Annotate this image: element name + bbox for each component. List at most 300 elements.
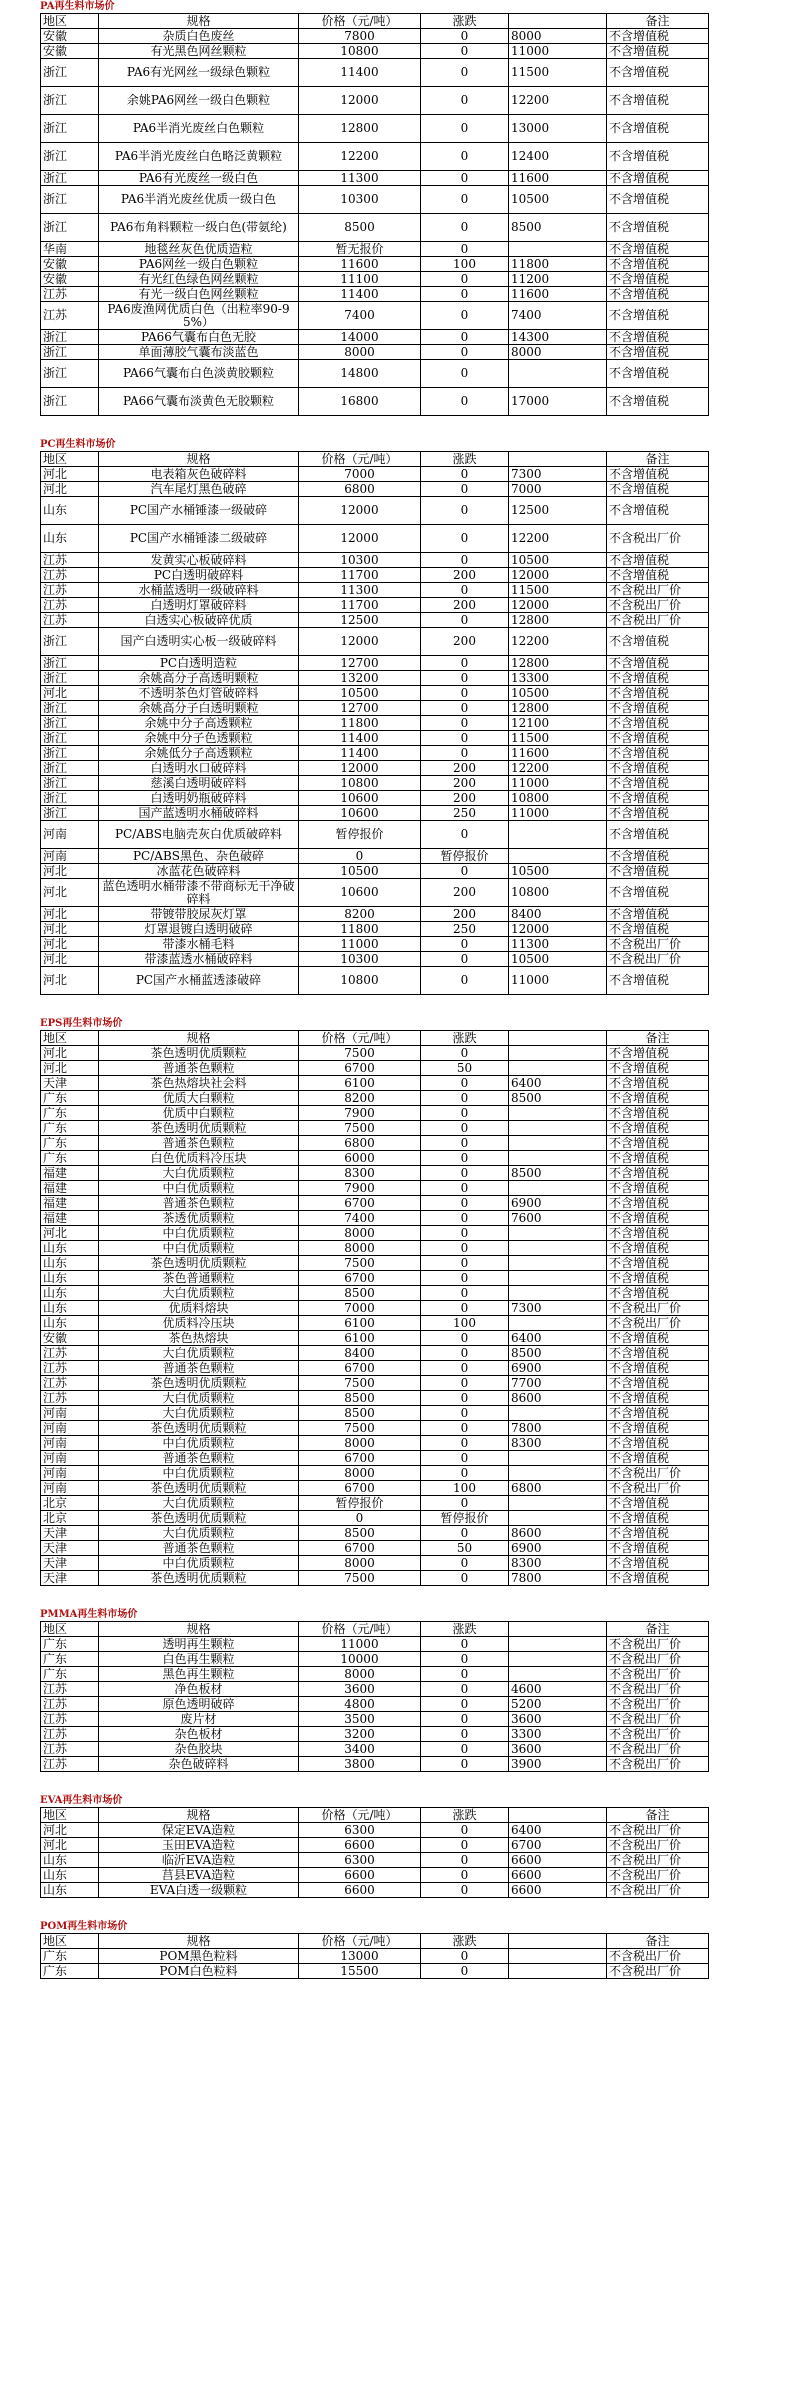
cell-change: 200 [421, 907, 509, 922]
cell-low [509, 1256, 607, 1271]
cell-region: 河北 [41, 879, 99, 907]
cell-region: 河南 [41, 1436, 99, 1451]
cell-spec: 优质料熔块 [99, 1301, 299, 1316]
cell-price: 4800 [299, 1697, 421, 1712]
cell-note: 不含增值税 [607, 686, 709, 701]
cell-spec: 有光黑色网丝颗粒 [99, 44, 299, 59]
cell-region: 浙江 [41, 656, 99, 671]
table-row [41, 1091, 709, 1106]
cell-price: 7500 [299, 1256, 421, 1271]
cell-region: 江苏 [41, 598, 99, 613]
cell-region: 江苏 [41, 1697, 99, 1712]
cell-change: 0 [421, 656, 509, 671]
cell-region: 广东 [41, 1151, 99, 1166]
cell-low: 12000 [509, 568, 607, 583]
cell-low: 7000 [509, 482, 607, 497]
section-title: PMMA再生料市场价 [40, 1609, 138, 1620]
table-row [41, 1868, 709, 1883]
cell-region: 浙江 [41, 59, 99, 87]
cell-spec: 茶色普通颗粒 [99, 1271, 299, 1286]
cell-price: 11800 [299, 922, 421, 937]
cell-low: 3300 [509, 1727, 607, 1742]
table-row [41, 1511, 709, 1526]
cell-low: 11000 [509, 806, 607, 821]
cell-price: 6800 [299, 1136, 421, 1151]
table-row [41, 1727, 709, 1742]
table-row [41, 1481, 709, 1496]
cell-region: 浙江 [41, 345, 99, 360]
header-region: 地区 [41, 1934, 99, 1949]
cell-price: 8000 [299, 1226, 421, 1241]
cell-low: 14300 [509, 330, 607, 345]
cell-spec: 余姚低分子高透颗粒 [99, 746, 299, 761]
cell-low: 11500 [509, 59, 607, 87]
cell-change: 0 [421, 746, 509, 761]
cell-low [509, 1637, 607, 1652]
cell-spec: 优质大白颗粒 [99, 1091, 299, 1106]
cell-spec: 蓝色透明水桶带漆不带商标无干净破碎料 [99, 879, 299, 907]
price-table [40, 1621, 709, 1772]
cell-region: 浙江 [41, 671, 99, 686]
cell-price: 13000 [299, 1949, 421, 1964]
cell-region: 河北 [41, 922, 99, 937]
cell-spec: PA6布角料颗粒一级白色(带氨纶) [99, 214, 299, 242]
cell-price: 3500 [299, 1712, 421, 1727]
cell-price: 12700 [299, 656, 421, 671]
cell-low: 8600 [509, 1526, 607, 1541]
cell-change: 0 [421, 115, 509, 143]
header-price: 价格（元/吨） [299, 452, 421, 467]
cell-note: 不含增值税 [607, 497, 709, 525]
cell-region: 河南 [41, 849, 99, 864]
cell-spec: 透明再生颗粒 [99, 1637, 299, 1652]
cell-region: 天津 [41, 1541, 99, 1556]
cell-change: 暂停报价 [421, 849, 509, 864]
cell-low: 12200 [509, 761, 607, 776]
cell-region: 浙江 [41, 701, 99, 716]
cell-change: 0 [421, 330, 509, 345]
cell-region: 浙江 [41, 746, 99, 761]
cell-note: 不含增值税 [607, 1106, 709, 1121]
cell-low [509, 1136, 607, 1151]
cell-note: 不含增值税 [607, 1181, 709, 1196]
cell-price: 8000 [299, 1556, 421, 1571]
table-row [41, 1712, 709, 1727]
cell-price: 12700 [299, 701, 421, 716]
cell-note: 不含增值税 [607, 330, 709, 345]
cell-spec: 茶色透明优质颗粒 [99, 1511, 299, 1526]
cell-spec: POM白色粒料 [99, 1964, 299, 1979]
cell-note: 不含税出厂价 [607, 1682, 709, 1697]
cell-low: 6900 [509, 1196, 607, 1211]
table-row [41, 671, 709, 686]
table-row [41, 525, 709, 553]
header-note: 备注 [607, 1808, 709, 1823]
table-row [41, 1571, 709, 1586]
cell-low: 8600 [509, 1391, 607, 1406]
cell-note: 不含增值税 [607, 44, 709, 59]
table-row [41, 44, 709, 59]
cell-change: 0 [421, 671, 509, 686]
cell-note: 不含税出厂价 [607, 1757, 709, 1772]
cell-low [509, 1151, 607, 1166]
cell-low [509, 1106, 607, 1121]
cell-region: 浙江 [41, 87, 99, 115]
cell-note: 不含税出厂价 [607, 1964, 709, 1979]
cell-spec: 水桶蓝透明一级破碎料 [99, 583, 299, 598]
table-row [41, 1391, 709, 1406]
cell-region: 浙江 [41, 806, 99, 821]
cell-change: 200 [421, 568, 509, 583]
header-region: 地区 [41, 14, 99, 29]
table-row [41, 1151, 709, 1166]
table-row [41, 1466, 709, 1481]
cell-spec: PC国产水桶锤漆一级破碎 [99, 497, 299, 525]
header-region: 地区 [41, 452, 99, 467]
table-row [41, 345, 709, 360]
cell-region: 河北 [41, 967, 99, 995]
cell-low [509, 821, 607, 849]
cell-change: 0 [421, 1571, 509, 1586]
table-row [41, 171, 709, 186]
table-row [41, 87, 709, 115]
cell-spec: 普通茶色颗粒 [99, 1061, 299, 1076]
cell-note: 不含增值税 [607, 1166, 709, 1181]
cell-region: 江苏 [41, 1682, 99, 1697]
table-row [41, 1106, 709, 1121]
cell-region: 山东 [41, 1241, 99, 1256]
table-row [41, 186, 709, 214]
cell-low: 17000 [509, 388, 607, 416]
cell-price: 7500 [299, 1571, 421, 1586]
cell-note: 不含增值税 [607, 967, 709, 995]
header-change: 涨跌 [421, 452, 509, 467]
cell-region: 山东 [41, 1853, 99, 1868]
cell-spec: 茶色透明优质颗粒 [99, 1481, 299, 1496]
cell-note: 不含增值税 [607, 214, 709, 242]
cell-change: 0 [421, 1181, 509, 1196]
cell-low [509, 1286, 607, 1301]
cell-spec: 国产白透明实心板一级破碎料 [99, 628, 299, 656]
cell-low: 12400 [509, 143, 607, 171]
cell-change: 0 [421, 272, 509, 287]
cell-low [509, 1121, 607, 1136]
cell-price: 6700 [299, 1361, 421, 1376]
cell-spec: 有光一级白色网丝颗粒 [99, 287, 299, 302]
cell-low: 10500 [509, 686, 607, 701]
cell-region: 广东 [41, 1964, 99, 1979]
cell-spec: 地毯丝灰色优质造粒 [99, 242, 299, 257]
cell-price: 10600 [299, 879, 421, 907]
cell-low: 6600 [509, 1868, 607, 1883]
cell-note: 不含增值税 [607, 1136, 709, 1151]
cell-low: 10800 [509, 879, 607, 907]
cell-change: 0 [421, 1121, 509, 1136]
cell-region: 天津 [41, 1526, 99, 1541]
table-row [41, 613, 709, 628]
cell-region: 广东 [41, 1637, 99, 1652]
cell-low: 6800 [509, 1481, 607, 1496]
cell-price: 10600 [299, 791, 421, 806]
cell-price: 7500 [299, 1121, 421, 1136]
cell-price: 6700 [299, 1196, 421, 1211]
cell-spec: 有光红色绿色网丝颗粒 [99, 272, 299, 287]
cell-price: 6300 [299, 1823, 421, 1838]
cell-change: 0 [421, 29, 509, 44]
cell-note: 不含增值税 [607, 1541, 709, 1556]
cell-low: 12100 [509, 716, 607, 731]
cell-price: 6800 [299, 482, 421, 497]
cell-price: 12000 [299, 497, 421, 525]
table-row [41, 1331, 709, 1346]
cell-note: 不含增值税 [607, 1046, 709, 1061]
table-row [41, 1949, 709, 1964]
section-title: PA再生料市场价 [40, 1, 115, 12]
header-spec: 规格 [99, 1031, 299, 1046]
cell-low: 11600 [509, 287, 607, 302]
header-low [509, 1622, 607, 1637]
cell-change: 0 [421, 1667, 509, 1682]
cell-change: 0 [421, 1682, 509, 1697]
cell-region: 江苏 [41, 1757, 99, 1772]
cell-price: 3200 [299, 1727, 421, 1742]
section-gap [40, 995, 710, 1017]
market-section [40, 438, 710, 995]
cell-note: 不含增值税 [607, 1571, 709, 1586]
cell-price: 6600 [299, 1868, 421, 1883]
cell-region: 浙江 [41, 791, 99, 806]
header-low [509, 452, 607, 467]
cell-spec: 原色透明破碎 [99, 1697, 299, 1712]
table-row [41, 1667, 709, 1682]
table-row [41, 967, 709, 995]
cell-note: 不含税出厂价 [607, 1301, 709, 1316]
table-row [41, 1838, 709, 1853]
cell-change: 0 [421, 1376, 509, 1391]
cell-spec: 普通茶色颗粒 [99, 1541, 299, 1556]
cell-low: 3900 [509, 1757, 607, 1772]
cell-change: 0 [421, 821, 509, 849]
cell-price: 11800 [299, 716, 421, 731]
header-change: 涨跌 [421, 1808, 509, 1823]
cell-spec: PC/ABS黑色、杂色破碎 [99, 849, 299, 864]
cell-change: 0 [421, 1436, 509, 1451]
cell-note: 不含增值税 [607, 242, 709, 257]
cell-low [509, 1061, 607, 1076]
cell-price: 12000 [299, 628, 421, 656]
cell-note: 不含增值税 [607, 568, 709, 583]
cell-price: 7000 [299, 467, 421, 482]
cell-low: 11300 [509, 937, 607, 952]
cell-low: 10800 [509, 791, 607, 806]
cell-low: 7800 [509, 1571, 607, 1586]
cell-change: 0 [421, 360, 509, 388]
cell-region: 浙江 [41, 143, 99, 171]
cell-price: 8500 [299, 1526, 421, 1541]
header-spec: 规格 [99, 14, 299, 29]
table-row [41, 257, 709, 272]
cell-price: 7900 [299, 1106, 421, 1121]
cell-change: 0 [421, 44, 509, 59]
cell-region: 河北 [41, 1823, 99, 1838]
cell-region: 山东 [41, 1256, 99, 1271]
cell-price: 7400 [299, 1211, 421, 1226]
cell-change: 50 [421, 1541, 509, 1556]
cell-note: 不含税出厂价 [607, 937, 709, 952]
cell-spec: 白透明水口破碎料 [99, 761, 299, 776]
cell-change: 0 [421, 525, 509, 553]
cell-low: 11500 [509, 583, 607, 598]
cell-change: 0 [421, 1496, 509, 1511]
cell-spec: PA6有光废丝一级白色 [99, 171, 299, 186]
table-row [41, 1241, 709, 1256]
market-section [40, 1608, 710, 1772]
table-row [41, 242, 709, 257]
cell-region: 河北 [41, 907, 99, 922]
table-row [41, 1181, 709, 1196]
cell-spec: 茶色透明优质颗粒 [99, 1421, 299, 1436]
cell-change: 0 [421, 467, 509, 482]
table-row [41, 1451, 709, 1466]
cell-note: 不含增值税 [607, 1436, 709, 1451]
cell-spec: 普通茶色颗粒 [99, 1196, 299, 1211]
cell-note: 不含增值税 [607, 1151, 709, 1166]
table-row [41, 1076, 709, 1091]
cell-region: 河北 [41, 952, 99, 967]
cell-note: 不含增值税 [607, 821, 709, 849]
table-row [41, 1541, 709, 1556]
cell-change: 0 [421, 87, 509, 115]
cell-spec: 慈溪白透明破碎料 [99, 776, 299, 791]
header-region: 地区 [41, 1808, 99, 1823]
cell-spec: 茶色透明优质颗粒 [99, 1571, 299, 1586]
header-region: 地区 [41, 1031, 99, 1046]
table-row [41, 1682, 709, 1697]
cell-note: 不含税出厂价 [607, 1652, 709, 1667]
cell-note: 不含增值税 [607, 1361, 709, 1376]
cell-low: 12200 [509, 628, 607, 656]
cell-price: 7400 [299, 302, 421, 330]
cell-change: 0 [421, 1241, 509, 1256]
cell-price: 7900 [299, 1181, 421, 1196]
cell-change: 200 [421, 776, 509, 791]
cell-region: 华南 [41, 242, 99, 257]
cell-low [509, 1451, 607, 1466]
header-note: 备注 [607, 1622, 709, 1637]
cell-note: 不含增值税 [607, 922, 709, 937]
cell-price: 12000 [299, 761, 421, 776]
cell-note: 不含增值税 [607, 186, 709, 214]
cell-spec: 茶色透明优质颗粒 [99, 1121, 299, 1136]
price-table [40, 1807, 709, 1898]
cell-region: 江苏 [41, 1742, 99, 1757]
cell-price: 6100 [299, 1316, 421, 1331]
cell-note: 不含税出厂价 [607, 1481, 709, 1496]
cell-region: 山东 [41, 1883, 99, 1898]
cell-note: 不含增值税 [607, 257, 709, 272]
cell-region: 安徽 [41, 29, 99, 44]
cell-region: 北京 [41, 1511, 99, 1526]
cell-region: 江苏 [41, 302, 99, 330]
cell-spec: PA66气囊布淡黄色无胶颗粒 [99, 388, 299, 416]
cell-low: 6700 [509, 1838, 607, 1853]
cell-spec: 茶色透明优质颗粒 [99, 1256, 299, 1271]
cell-region: 北京 [41, 1496, 99, 1511]
cell-note: 不含增值税 [607, 806, 709, 821]
cell-price: 0 [299, 849, 421, 864]
cell-change: 0 [421, 1652, 509, 1667]
cell-spec: PA6废渔网优质白色（出粒率90-95%） [99, 302, 299, 330]
cell-note: 不含税出厂价 [607, 1727, 709, 1742]
table-row [41, 656, 709, 671]
cell-price: 10500 [299, 864, 421, 879]
cell-spec: PC白透明造粒 [99, 656, 299, 671]
cell-change: 0 [421, 1727, 509, 1742]
cell-note: 不含税出厂价 [607, 1853, 709, 1868]
cell-change: 200 [421, 879, 509, 907]
cell-note: 不含增值税 [607, 1556, 709, 1571]
cell-note: 不含增值税 [607, 746, 709, 761]
cell-price: 12200 [299, 143, 421, 171]
cell-note: 不含增值税 [607, 302, 709, 330]
cell-low: 8300 [509, 1556, 607, 1571]
cell-change: 200 [421, 628, 509, 656]
section-title: POM再生料市场价 [40, 1921, 128, 1932]
cell-low: 4600 [509, 1682, 607, 1697]
cell-note: 不含增值税 [607, 656, 709, 671]
cell-low [509, 1466, 607, 1481]
cell-region: 浙江 [41, 360, 99, 388]
cell-price: 8500 [299, 214, 421, 242]
cell-region: 山东 [41, 1286, 99, 1301]
cell-price: 8500 [299, 1286, 421, 1301]
cell-price: 10300 [299, 952, 421, 967]
cell-price: 10800 [299, 44, 421, 59]
cell-price: 11600 [299, 257, 421, 272]
cell-region: 广东 [41, 1091, 99, 1106]
cell-note: 不含税出厂价 [607, 525, 709, 553]
cell-note: 不含增值税 [607, 59, 709, 87]
cell-note: 不含增值税 [607, 29, 709, 44]
table-row [41, 360, 709, 388]
cell-price: 暂停报价 [299, 1496, 421, 1511]
cell-region: 浙江 [41, 731, 99, 746]
cell-price: 暂停报价 [299, 821, 421, 849]
cell-spec: PA66气囊布白色无胶 [99, 330, 299, 345]
cell-change: 0 [421, 937, 509, 952]
cell-region: 安徽 [41, 257, 99, 272]
cell-spec: 黑色再生颗粒 [99, 1667, 299, 1682]
cell-spec: 大白优质颗粒 [99, 1346, 299, 1361]
cell-price: 8500 [299, 1406, 421, 1421]
cell-low [509, 1046, 607, 1061]
cell-spec: 大白优质颗粒 [99, 1166, 299, 1181]
table-row [41, 937, 709, 952]
header-price: 价格（元/吨） [299, 1934, 421, 1949]
cell-spec: PC国产水桶蓝透漆破碎 [99, 967, 299, 995]
cell-low: 3600 [509, 1742, 607, 1757]
table-row [41, 1757, 709, 1772]
table-row [41, 29, 709, 44]
cell-spec: 不透明茶色灯管破碎料 [99, 686, 299, 701]
cell-low: 3600 [509, 1712, 607, 1727]
cell-change: 0 [421, 967, 509, 995]
cell-note: 不含增值税 [607, 716, 709, 731]
table-row [41, 1226, 709, 1241]
cell-spec: 中白优质颗粒 [99, 1181, 299, 1196]
cell-note: 不含增值税 [607, 1451, 709, 1466]
cell-spec: 大白优质颗粒 [99, 1406, 299, 1421]
